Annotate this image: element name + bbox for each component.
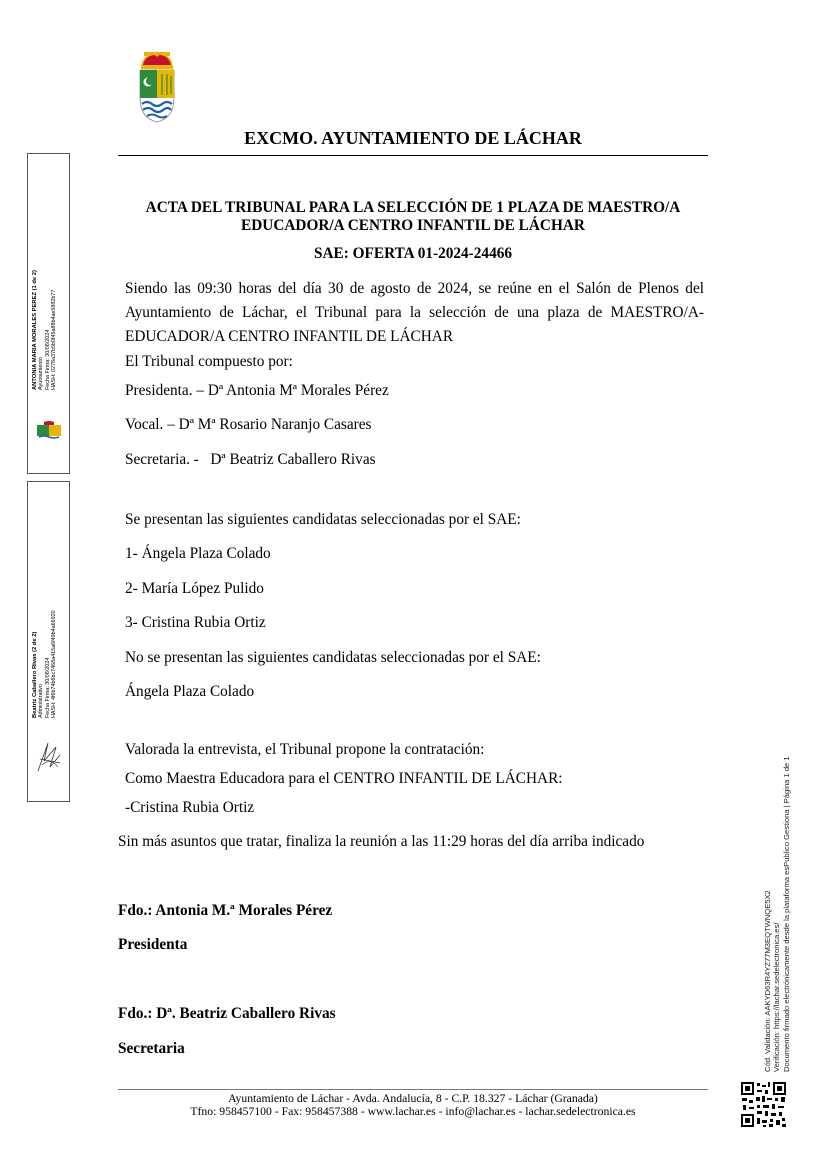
signature-platform-note: Documento firmado electrónicamente desde la plataforma esPublico Gestiona | Página 1 de 1 [781, 756, 791, 1072]
footer-rule [118, 1089, 708, 1090]
signature-stamp-text [32, 270, 58, 390]
candidate-item: 2- María López Pulido [125, 580, 264, 597]
candidate-item: 1- Ángela Plaza Colado [125, 545, 271, 562]
tribunal-heading: El Tribunal compuesto por: [125, 353, 293, 370]
valuation-text: Valorada la entrevista, el Tribunal propone la contratación: [125, 741, 485, 758]
tribunal-member: Secretaria. - Dª Beatriz Caballero Rivas [125, 451, 376, 468]
tribunal-member: Presidenta. – Dª Antonia Mª Morales Pérez [125, 382, 389, 399]
hire-intro: Como Maestra Educadora para el CENTRO INFANTIL DE LÁCHAR: [125, 770, 563, 787]
signature-date: Fecha Firma: 30/08/2024 [44, 329, 51, 390]
footer [118, 1093, 708, 1118]
signer-name: Beatriz Caballero Rivas (2 de 2) [32, 631, 38, 718]
sae-offer: SAE: OFERTA 01-2024-24466 [313, 245, 513, 262]
header-rule [118, 155, 708, 156]
signature-stamp-panel [27, 153, 70, 474]
absent-heading: No se presentan las siguientes candidatas seleccionadas por el SAE: [125, 649, 541, 666]
absent-item: Ángela Plaza Colado [125, 683, 255, 700]
signature-role: Secretaria [118, 1040, 185, 1057]
intro-paragraph: Siendo las 09:30 horas del día 30 de agosto de 2024, se reúne en el Salón de Plenos del Ayuntamiento de Láchar, el Tribunal para la selección de una plaza de MAESTRO/A-EDUCADOR/A CENTRO INFANTIL DE LÁCHAR [125, 280, 704, 345]
handwritten-signature-icon [34, 737, 64, 777]
signature-role: Presidenta [118, 936, 188, 953]
present-heading: Se presentan las siguientes candidatas seleccionadas por el SAE: [125, 511, 521, 528]
validation-code: Cód. Validación: AAKYD63R4YZ77M3EQTWNQE5X2 [763, 890, 772, 1072]
signature-stamp-panel [27, 481, 70, 802]
tribunal-member: Vocal. – Dª Mª Rosario Naranjo Casares [125, 416, 372, 433]
validation-strip [763, 756, 791, 1072]
signer-entity: Administrativo [38, 684, 45, 718]
signature-date: Fecha Firma: 30/08/2024 [44, 657, 51, 718]
verification-url: Verificación: https://lachar.sedelectronica.es/ [772, 922, 782, 1072]
signature-hash: HASH: 4f6b74b6bc7468a415a6f49b4a66920 [51, 610, 58, 718]
signature-hash: HASH: 0278a37b5b0f45a88b4ae5882b77 [51, 289, 58, 390]
signature-stamp-text [32, 610, 58, 718]
hired-candidate: -Cristina Rubia Ortiz [125, 799, 255, 816]
signature-name: Fdo.: Antonia M.ª Morales Pérez [118, 902, 333, 919]
footer-address: Ayuntamiento de Láchar - Avda. Andalucía, 8 - C.P. 18.327 - Láchar (Granada) [228, 1092, 598, 1105]
closing-statement: Sin más asuntos que tratar, finaliza la reunión a las 11:29 horas del día arriba indicado [118, 833, 645, 850]
coat-of-arms-logo [134, 50, 180, 124]
document-title-line-1: ACTA DEL TRIBUNAL PARA LA SELECCIÓN DE 1 PLAZA DE MAESTRO/A [145, 199, 681, 216]
signature-name: Fdo.: Dª. Beatriz Caballero Rivas [118, 1005, 336, 1022]
document-title-line-2: EDUCADOR/A CENTRO INFANTIL DE LÁCHAR [241, 217, 585, 234]
footer-contact: Tfno: 958457100 - Fax: 958457388 - www.lachar.es - info@lachar.es - lachar.sedelectronica.es [190, 1104, 636, 1118]
org-title: EXCMO. AYUNTAMIENTO DE LÁCHAR [244, 128, 582, 148]
signer-name: ANTONIA MARIA MORALES PEREZ (1 de 2) [32, 270, 38, 390]
crest-mini-icon [35, 420, 63, 440]
document-title [118, 199, 708, 235]
candidate-item: 3- Cristina Rubia Ortiz [125, 614, 266, 631]
qr-code-icon [740, 1081, 787, 1128]
signer-entity: Ayuntamiento [38, 357, 45, 390]
